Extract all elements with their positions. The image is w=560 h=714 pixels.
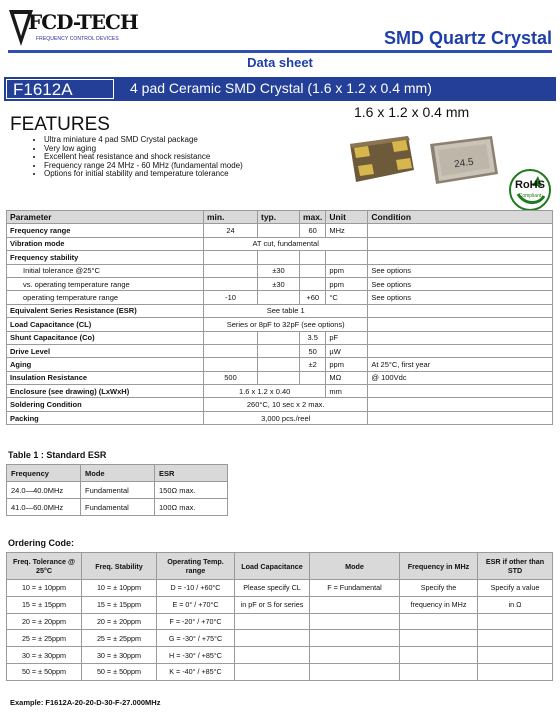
cell: [400, 630, 478, 647]
cell-unit: ppm: [326, 264, 368, 277]
ordering-header-row: [7, 553, 553, 580]
cell: in pF or S for series: [235, 596, 310, 613]
col-header: Condition: [368, 211, 553, 224]
cell: [235, 647, 310, 664]
cell-unit: µW: [326, 344, 368, 357]
feature-item: • Excellent heat resistance and shock resistance: [44, 153, 243, 162]
cell: 15 = ± 15ppm: [82, 596, 157, 613]
cell-condition: [368, 344, 553, 357]
table-row: [7, 318, 553, 331]
cell-typ: [258, 371, 300, 384]
cell: [310, 630, 400, 647]
table-row: [7, 499, 228, 516]
cell-typ: [258, 224, 300, 237]
table-row: [7, 385, 553, 398]
cell-frequency: 41.0—60.0MHz: [7, 499, 81, 516]
param-label: Aging: [7, 358, 204, 371]
cell-min: 500: [204, 371, 258, 384]
cell: [400, 613, 478, 630]
cell-merged: See table 1: [204, 304, 368, 317]
cell-typ: [258, 331, 300, 344]
product-description: 4 pad Ceramic SMD Crystal (1.6 x 1.2 x 0.4 mm): [130, 80, 432, 96]
esr-table: [6, 464, 228, 516]
cell: 10 = ± 10ppm: [82, 580, 157, 597]
cell: Specify the: [400, 580, 478, 597]
cell-unit: MHz: [326, 224, 368, 237]
param-label: Equivalent Series Resistance (ESR): [7, 304, 204, 317]
cell: 20 = ± 20ppm: [82, 613, 157, 630]
document-title: SMD Quartz Crystal: [383, 28, 552, 48]
feature-item: • Options for initial stability and temperature tolerance: [44, 170, 243, 179]
table-row: [7, 264, 553, 277]
cell-unit: pF: [326, 331, 368, 344]
cell: [478, 647, 553, 664]
cell: 50 = ± 50ppm: [82, 663, 157, 680]
cell: in Ω: [478, 596, 553, 613]
col-header: Frequency: [7, 465, 81, 482]
logo-text: FCD-TECH: [28, 10, 138, 34]
cell: F = -20° / +70°C: [157, 613, 235, 630]
col-header: Parameter: [7, 211, 204, 224]
cell-min: -10: [204, 291, 258, 304]
cell: 30 = ± 30ppm: [82, 647, 157, 664]
cell: [478, 613, 553, 630]
cell: G = -30° / +75°C: [157, 630, 235, 647]
table-row: [7, 277, 553, 290]
col-header: Operating Temp. range: [157, 553, 235, 580]
features-list: [32, 136, 243, 179]
cell: K = -40° / +85°C: [157, 663, 235, 680]
ordering-example: Example: F1612A-20-20-D-30-F-27.000MHz: [10, 698, 161, 707]
company-logo: [6, 6, 138, 50]
cell-min: [204, 344, 258, 357]
cell: [310, 663, 400, 680]
col-header: Load Capacitance: [235, 553, 310, 580]
param-label: Packing: [7, 411, 204, 424]
cell: F = Fundamental: [310, 580, 400, 597]
cell: [235, 630, 310, 647]
cell-max: +60: [300, 291, 326, 304]
cell-unit: MΩ: [326, 371, 368, 384]
table-row: [7, 237, 553, 250]
rohs-label: RoHS: [515, 179, 545, 191]
param-label: operating temperature range: [7, 291, 204, 304]
cell: [478, 663, 553, 680]
table-row: [7, 613, 553, 630]
cell-condition: See options: [368, 264, 553, 277]
cell-merged: Series or 8pF to 32pF (see options): [204, 318, 368, 331]
cell-max: [300, 371, 326, 384]
table-row: [7, 331, 553, 344]
cell-typ: ±30: [258, 264, 300, 277]
cell: [400, 647, 478, 664]
cell: 15 = ± 15ppm: [7, 596, 82, 613]
table-row: [7, 630, 553, 647]
param-label: Vibration mode: [7, 237, 204, 250]
specification-table: [6, 210, 553, 425]
param-label: Soldering Condition: [7, 398, 204, 411]
ordering-code-table: [6, 552, 553, 681]
cell-typ: ±30: [258, 277, 300, 290]
param-label: Drive Level: [7, 344, 204, 357]
cell-merged: AT cut, fundamental: [204, 237, 368, 250]
cell: 10 = ± 10ppm: [7, 580, 82, 597]
cell: Specify a value: [478, 580, 553, 597]
col-header: ESR: [155, 465, 228, 482]
cell-min: [204, 331, 258, 344]
param-label: Enclosure (see drawing) (LxWxH): [7, 385, 204, 398]
cell-frequency: 24.0—40.0MHz: [7, 482, 81, 499]
cell: 20 = ± 20ppm: [7, 613, 82, 630]
table-row: [7, 344, 553, 357]
table-row: [7, 580, 553, 597]
col-header: Mode: [310, 553, 400, 580]
table-row: [7, 398, 553, 411]
cell-max: 60: [300, 224, 326, 237]
cell-max: 50: [300, 344, 326, 357]
col-header: Mode: [81, 465, 155, 482]
cell-max: 3.5: [300, 331, 326, 344]
cell: [310, 647, 400, 664]
table-row: [7, 358, 553, 371]
cell-merged: 1.6 x 1.2 x 0.40: [204, 385, 326, 398]
cell-unit: mm: [326, 385, 368, 398]
cell: H = -30° / +85°C: [157, 647, 235, 664]
col-header: max.: [300, 211, 326, 224]
logo-subtitle: FREQUENCY CONTROL DEVICES: [36, 36, 119, 42]
cell-max: [300, 277, 326, 290]
param-label: Shunt Capacitance (Co): [7, 331, 204, 344]
package-dimensions: 1.6 x 1.2 x 0.4 mm: [354, 104, 470, 120]
table-row: [7, 251, 553, 264]
table-row: [7, 596, 553, 613]
cell-typ: [258, 291, 300, 304]
table-row: [7, 411, 553, 424]
cell: [400, 663, 478, 680]
cell-min: 24: [204, 224, 258, 237]
datasheet-label: Data sheet: [247, 55, 313, 70]
param-label: vs. operating temperature range: [7, 277, 204, 290]
cell: 25 = ± 25ppm: [82, 630, 157, 647]
cell: [478, 630, 553, 647]
crystal-bottom-image: [338, 130, 418, 190]
cell-typ: [258, 358, 300, 371]
param-label: Frequency range: [7, 224, 204, 237]
table-row: [7, 371, 553, 384]
param-label: Load Capacitance (CL): [7, 318, 204, 331]
cell-condition: See options: [368, 291, 553, 304]
cell-merged: 3,000 pcs./reel: [204, 411, 368, 424]
cell: frequency in MHz: [400, 596, 478, 613]
col-header: ESR if other than STD: [478, 553, 553, 580]
col-header: min.: [204, 211, 258, 224]
ordering-code-title: Ordering Code:: [8, 538, 75, 548]
crystal-top-image: [424, 130, 502, 192]
col-header: Frequency in MHz: [400, 553, 478, 580]
header-rule: [8, 50, 552, 53]
cell-min: [204, 277, 258, 290]
feature-item: • Frequency range 24 MHz - 60 MHz (fundamental mode): [44, 162, 243, 171]
cell: [235, 613, 310, 630]
rohs-compliant-badge: [508, 168, 552, 212]
cell: 30 = ± 30ppm: [7, 647, 82, 664]
table-row: [7, 304, 553, 317]
esr-table-title: Table 1 : Standard ESR: [8, 450, 107, 460]
cell-condition: @ 100Vdc: [368, 371, 553, 384]
part-number: F1612A: [6, 79, 114, 99]
cell: [235, 663, 310, 680]
cell-min: [204, 358, 258, 371]
cell-condition: See options: [368, 277, 553, 290]
cell-min: [204, 264, 258, 277]
cell-max: ±2: [300, 358, 326, 371]
table-row: [7, 224, 553, 237]
feature-item: • Ultra miniature 4 pad SMD Crystal package: [44, 136, 243, 145]
cell-unit: ppm: [326, 358, 368, 371]
table-row: [7, 291, 553, 304]
cell-condition: [368, 331, 553, 344]
col-header: Freq. Stability: [82, 553, 157, 580]
cell-max: [300, 264, 326, 277]
cell-unit: °C: [326, 291, 368, 304]
col-header: Unit: [326, 211, 368, 224]
cell: E = 0° / +70°C: [157, 596, 235, 613]
param-label: Initial tolerance @25°C: [7, 264, 204, 277]
feature-item: • Very low aging: [44, 145, 243, 154]
param-label: Frequency stability: [7, 251, 204, 264]
table-row: [7, 663, 553, 680]
features-heading: FEATURES: [10, 114, 110, 135]
cell: Please specify CL: [235, 580, 310, 597]
cell-condition: [368, 224, 553, 237]
esr-header-row: [7, 465, 228, 482]
cell-esr: 150Ω max.: [155, 482, 228, 499]
cell-condition: At 25°C, first year: [368, 358, 553, 371]
cell: 50 = ± 50ppm: [7, 663, 82, 680]
cell: [310, 596, 400, 613]
param-label: Insulation Resistance: [7, 371, 204, 384]
col-header: typ.: [258, 211, 300, 224]
table-row: [7, 482, 228, 499]
crystal-marking: 24.5: [453, 156, 475, 171]
rohs-sub: Compliant: [518, 193, 542, 199]
cell-merged: 260°C, 10 sec x 2 max.: [204, 398, 368, 411]
cell: [310, 613, 400, 630]
cell-mode: Fundamental: [81, 499, 155, 516]
cell-esr: 100Ω max.: [155, 499, 228, 516]
col-header: Freq. Tolerance @ 25°C: [7, 553, 82, 580]
cell-unit: ppm: [326, 277, 368, 290]
cell-typ: [258, 344, 300, 357]
spec-header-row: [7, 211, 553, 224]
cell: 25 = ± 25ppm: [7, 630, 82, 647]
table-row: [7, 647, 553, 664]
cell: D = -10 / +60°C: [157, 580, 235, 597]
cell-mode: Fundamental: [81, 482, 155, 499]
